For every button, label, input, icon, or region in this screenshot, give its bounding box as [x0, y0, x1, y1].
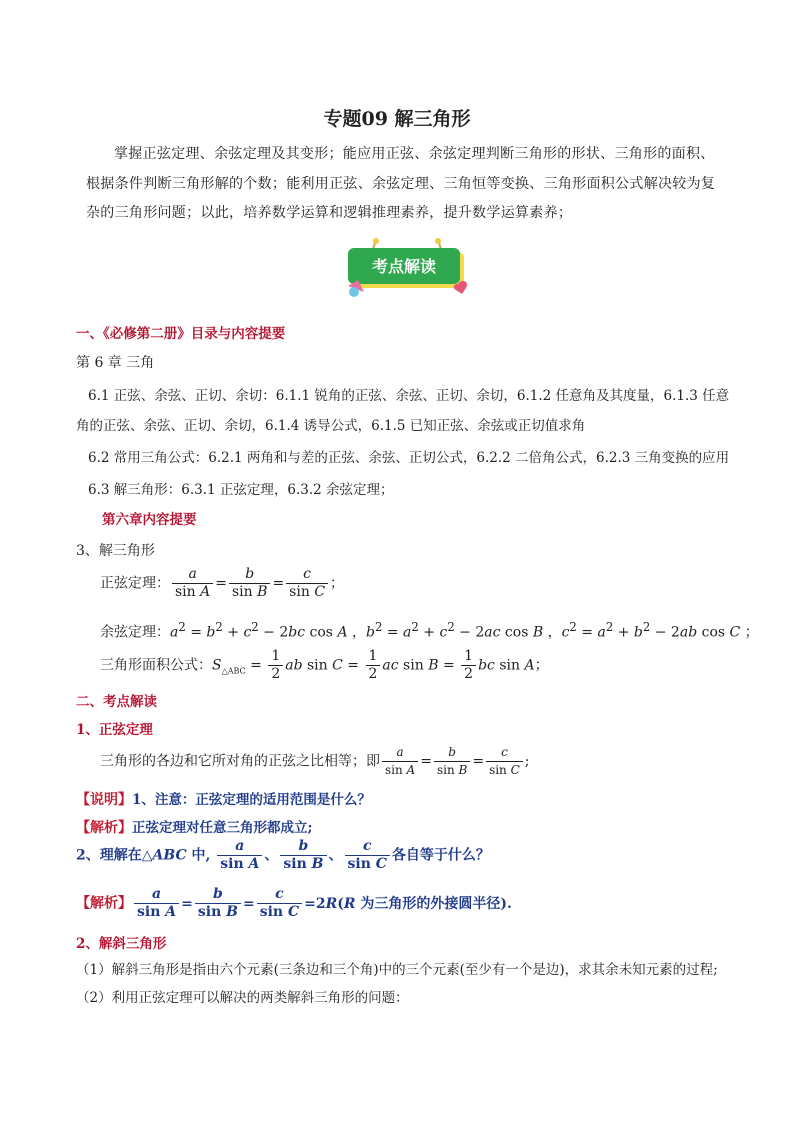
answer-text: 正弦定理对任意三角形都成立; — [132, 820, 313, 836]
sine-theorem-text: 三角形的各边和它所对角的正弦之比相等；即 — [100, 753, 380, 770]
kaodian-badge — [342, 238, 472, 300]
answer2-tag: 【解析】 — [76, 895, 132, 912]
area-formula-label: 三角形面积公式： — [100, 657, 212, 674]
section1-heading: 一、《必修第二册》目录与内容提要 — [76, 326, 286, 342]
q2-mid: 中, — [186, 847, 211, 864]
section2-heading: 二、考点解读 — [76, 694, 157, 710]
sine-theorem-statement: 三角形的各边和它所对角的正弦之比相等；即 $\frac{a}{\text{sin A}}$ = $\frac{b}{\text{sin B}}$ = $\frac{c}{\text{sin C}}$ ; — [100, 745, 530, 777]
q2-prefix: 2、理解在 — [76, 847, 142, 864]
toc-6-1a: 6.1 正弦、余弦、正切、余切：6.1.1 锐角的正弦、余弦、正切、余切，6.1.2 任意角及其度量，6.1.3 任意 — [88, 388, 730, 404]
cosine-law-label: 余弦定理： — [100, 624, 170, 641]
sine-theorem-heading: 1、正弦定理 — [76, 722, 153, 738]
chapter6-summary-heading: 第六章内容提要 — [102, 512, 197, 528]
badge-label: 考点解读 — [371, 257, 437, 276]
toc-6-2: 6.2 常用三角公式：6.2.1 两角和与差的正弦、余弦、正切公式，6.2.2 二倍角公式，6.2.3 三角变换的应用 — [88, 450, 730, 466]
item3-heading: 3、解三角形 — [76, 543, 155, 559]
answer-tag: 【解析】 — [76, 820, 132, 836]
note-line — [76, 788, 371, 809]
note-tag: 【说明】 — [76, 792, 132, 808]
intro-paragraph: 掌握正弦定理、余弦定理及其变形；能应用正弦、余弦定理判断三角形的形状、三角形的面积、根据条件判断三角形解的个数；能利用正弦、余弦定理、三角恒等变换、三角形面积公式解决较为复杂的三角形问题；以此，培养数学运算和逻辑推理素养，提升数学运算素养； — [86, 146, 716, 221]
note-text: 1、注意：正弦定理的适用范围是什么？ — [132, 792, 371, 808]
answer2-text: 为三角形的外接圆半径). — [360, 895, 512, 912]
answer-line — [76, 816, 312, 837]
sine-law-label: 正弦定理： — [100, 575, 170, 592]
sine-law-formula: 正弦定理： $\frac{a}{\text{sin A}}$ = $\frac{b}{\text{sin B}}$ = $\frac{c}{\text{sin C}}$ ； — [100, 566, 345, 600]
q2-triangle: △ABC — [141, 847, 187, 864]
page-title: 专题09 解三角形 — [323, 108, 471, 130]
q2-suffix: 各自等于什么？ — [391, 847, 490, 864]
oblique-p2: （2）利用正弦定理可以解决的两类解斜三角形的问题： — [76, 990, 409, 1006]
oblique-heading: 2、解斜三角形 — [76, 936, 167, 952]
question2-line: 2、理解在△ABC 中, $\frac{a}{\text{sin A}}$ 、 $\frac{b}{\text{sin B}}$ 、 $\frac{c}{\text{sin C}}$ 各自等于什么？ — [76, 838, 490, 872]
toc-6-3: 6.3 解三角形：6.3.1 正弦定理，6.3.2 余弦定理； — [88, 482, 394, 498]
toc-6-1b: 角的正弦、余弦、正切、余切，6.1.4 诱导公式，6.1.5 已知正弦、余弦或正切值求角 — [76, 418, 586, 434]
answer2-line: 【解析】 $\frac{a}{\text{sin A}}$ = $\frac{b}{\text{sin B}}$ = $\frac{c}{\text{sin C}}$ =2R(R 为三角形的外接圆半径). — [76, 886, 512, 920]
cosine-law-formula: 余弦定理：$a^2 = b^2 + c^2 - 2bc$ cos A ，$b^2 = a^2 + c^2 - 2ac$ cos B ，$c^2 = a^2 + b^2 - 2ab$ cos C ； — [100, 620, 759, 641]
area-formula: 三角形面积公式：$S_{\triangle ABC}$ = $\frac{1}{2}$ ab sin C = $\frac{1}{2}$ ac sin B = $\frac{1}{2}$ bc sin A； — [100, 648, 549, 682]
chapter-label: 第 6 章 三角 — [76, 355, 155, 371]
oblique-p1: （1）解斜三角形是指由六个元素(三条边和三个角)中的三个元素(至少有一个是边)，求其余未知元素的过程; — [76, 962, 718, 978]
